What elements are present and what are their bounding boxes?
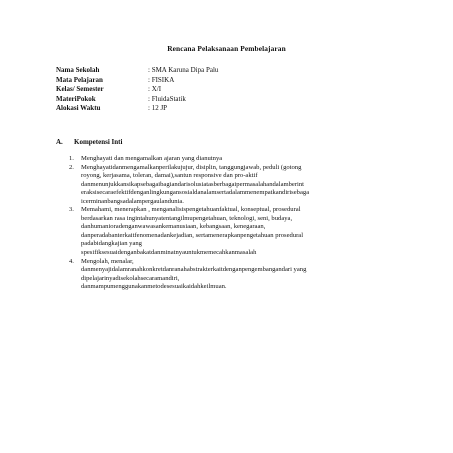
item-line: spesifiksesuaidenganbakatdanminatnyauntukmemecahkanmasalah: [81, 249, 257, 257]
item-line: danhumanioradenganwawasankemanusiaan, kebangsaan, kenegaraan,: [81, 223, 266, 231]
competency-list: [69, 155, 389, 292]
school-info-block: [56, 66, 218, 114]
list-item: [69, 206, 389, 257]
section-heading: [56, 138, 122, 146]
item-line: icerminanbangsadalampergaulandunia.: [81, 197, 184, 205]
info-value: : FISIKA: [148, 75, 175, 84]
section-title: Kompetensi Inti: [74, 138, 123, 146]
item-number: 3.: [69, 206, 74, 214]
item-line: berdasarkan rasa ingintahunyatentangilmupengetahuan, teknologi, seni, budaya,: [81, 214, 293, 222]
item-line: danmampumenggunakanmetodesesuaikaidahkeilmuan.: [81, 283, 227, 291]
info-label: MateriPokok: [56, 94, 96, 103]
info-row-subject: [56, 76, 218, 86]
item-line: eraksisecaraefektifdenganlingkungansosialdanalamsertadalammenempatkandirisebaga: [81, 189, 310, 197]
info-value: : FluidaStatik: [148, 94, 186, 103]
info-value: : X/I: [148, 85, 162, 94]
info-label: Mata Pelajaran: [56, 75, 103, 84]
item-line: danperadabanterkaitfenomenadankejadian, sertamenerapkanpengetahuan prosedural: [81, 231, 304, 239]
info-value: : SMA Karuna Dipa Palu: [148, 66, 219, 74]
item-line: danmenunjukkansikapsebagaibagiandarisolusiatasberbagaipermasalahandalamberint: [81, 180, 305, 188]
info-value: : 12 JP: [148, 104, 168, 113]
item-line: dipelajarinyadisekolahsecaramandiri,: [81, 274, 180, 282]
item-text: [81, 206, 389, 257]
item-line: danmenyajidalamranahkonkretdanranahabstrakterkaitdenganpengembangandari yang: [81, 266, 307, 274]
list-item: [69, 258, 389, 292]
item-line: royong, kerjasama, toleran, damai),santun responsive dan pro-aktif: [81, 172, 258, 180]
item-number: 2.: [69, 163, 74, 171]
item-line: Memahami, menerapkan , menganalisispengetahuanfaktual, konseptual, prosedural: [81, 206, 301, 214]
info-row-time: [56, 104, 218, 114]
item-line: Menghayatidanmengamalkanperilakujujur, disiplin, tanggungjawab, peduli (gotong: [81, 163, 302, 171]
list-item: [69, 164, 389, 207]
list-item: [69, 155, 389, 164]
item-line: Menghayati dan mengamalkan ajaran yang dianutnya: [81, 155, 223, 162]
info-row-topic: [56, 95, 218, 105]
item-number: 1.: [69, 155, 74, 162]
item-number: 4.: [69, 257, 74, 265]
info-row-class: [56, 85, 218, 95]
info-label: Alokasi Waktu: [56, 104, 101, 113]
item-text: [81, 258, 389, 292]
section-letter: A.: [56, 138, 63, 146]
document-title: Rencana Pelaksanaan Pembelajaran: [167, 44, 286, 53]
item-line: Mengolah, menalar,: [81, 257, 134, 265]
item-line: padabidangkajian yang: [81, 240, 142, 248]
info-row-school: [56, 66, 218, 76]
item-text: [81, 155, 389, 164]
info-label: Nama Sekolah: [56, 66, 100, 74]
info-label: Kelas/ Semester: [56, 85, 104, 94]
item-text: [81, 164, 389, 207]
